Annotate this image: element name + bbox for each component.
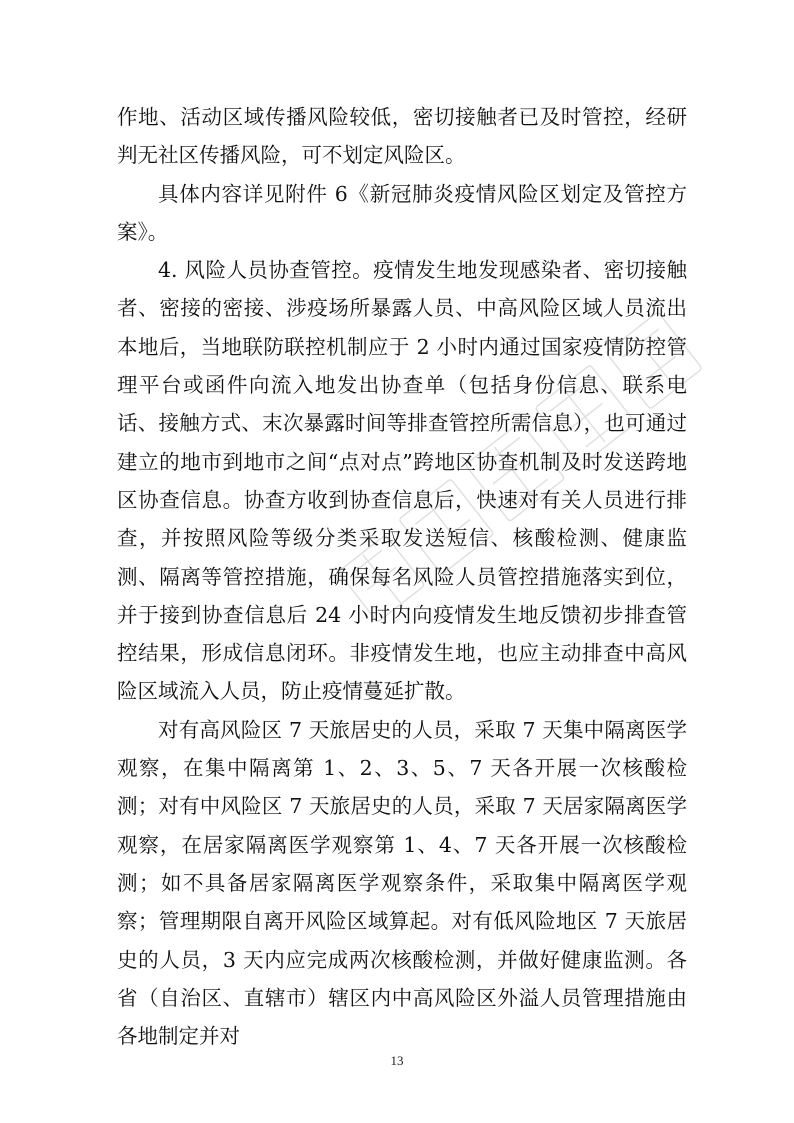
paragraph-2: 具体内容详见附件 6《新冠肺炎疫情风险区划定及管控方案》。	[117, 181, 687, 244]
paragraph-4: 对有高风险区 7 天旅居史的人员，采取 7 天集中隔离医学观察，在集中隔离第 1、2、3、5、7 天各开展一次核酸检测；对有中风险区 7 天旅居史的人员，采取 7 天居家隔离医学观察，在居家隔离医学观察第 1、4、7 天各开展一次核酸检测；如不具备居家隔离医学观察条件，采取集中隔离医学观察；管理期限自离开风险区域算起。对有低风险地区 7 天旅居史的人员，3 天内应完成两次核酸检测，并做好健康监测。各省（自治区、直辖市）辖区内中高风险区外溢人员管理措施由各地制定并对	[117, 717, 687, 1049]
paragraph-1: 作地、活动区域传播风险较低，密切接触者已及时管控，经研判无社区传播风险，可不划定风险区。	[117, 105, 687, 168]
paragraph-3: 4. 风险人员协查管控。疫情发生地发现感染者、密切接触者、密接的密接、涉疫场所暴露人员、中高风险区域人员流出本地后，当地联防联控机制应于 2 小时内通过国家疫情防控管理平台或函件向流入地发出协查单（包括身份信息、联系电话、接触方式、末次暴露时间等排查管控所需信息），也可通过建立的地市到地市之间“点对点”跨地区协查机制及时发送跨地区协查信息。协查方收到协查信息后，快速对有关人员进行排查，并按照风险等级分类采取发送短信、核酸检测、健康监测、隔离等管控措施，确保每名风险人员管控措施落实到位，并于接到协查信息后 24 小时内向疫情发生地反馈初步排查管控结果，形成信息闭环。非疫情发生地，也应主动排查中高风险区域流入人员，防止疫情蔓延扩散。	[117, 258, 687, 704]
page-number: 13	[390, 1053, 404, 1068]
body-text	[117, 98, 687, 1055]
